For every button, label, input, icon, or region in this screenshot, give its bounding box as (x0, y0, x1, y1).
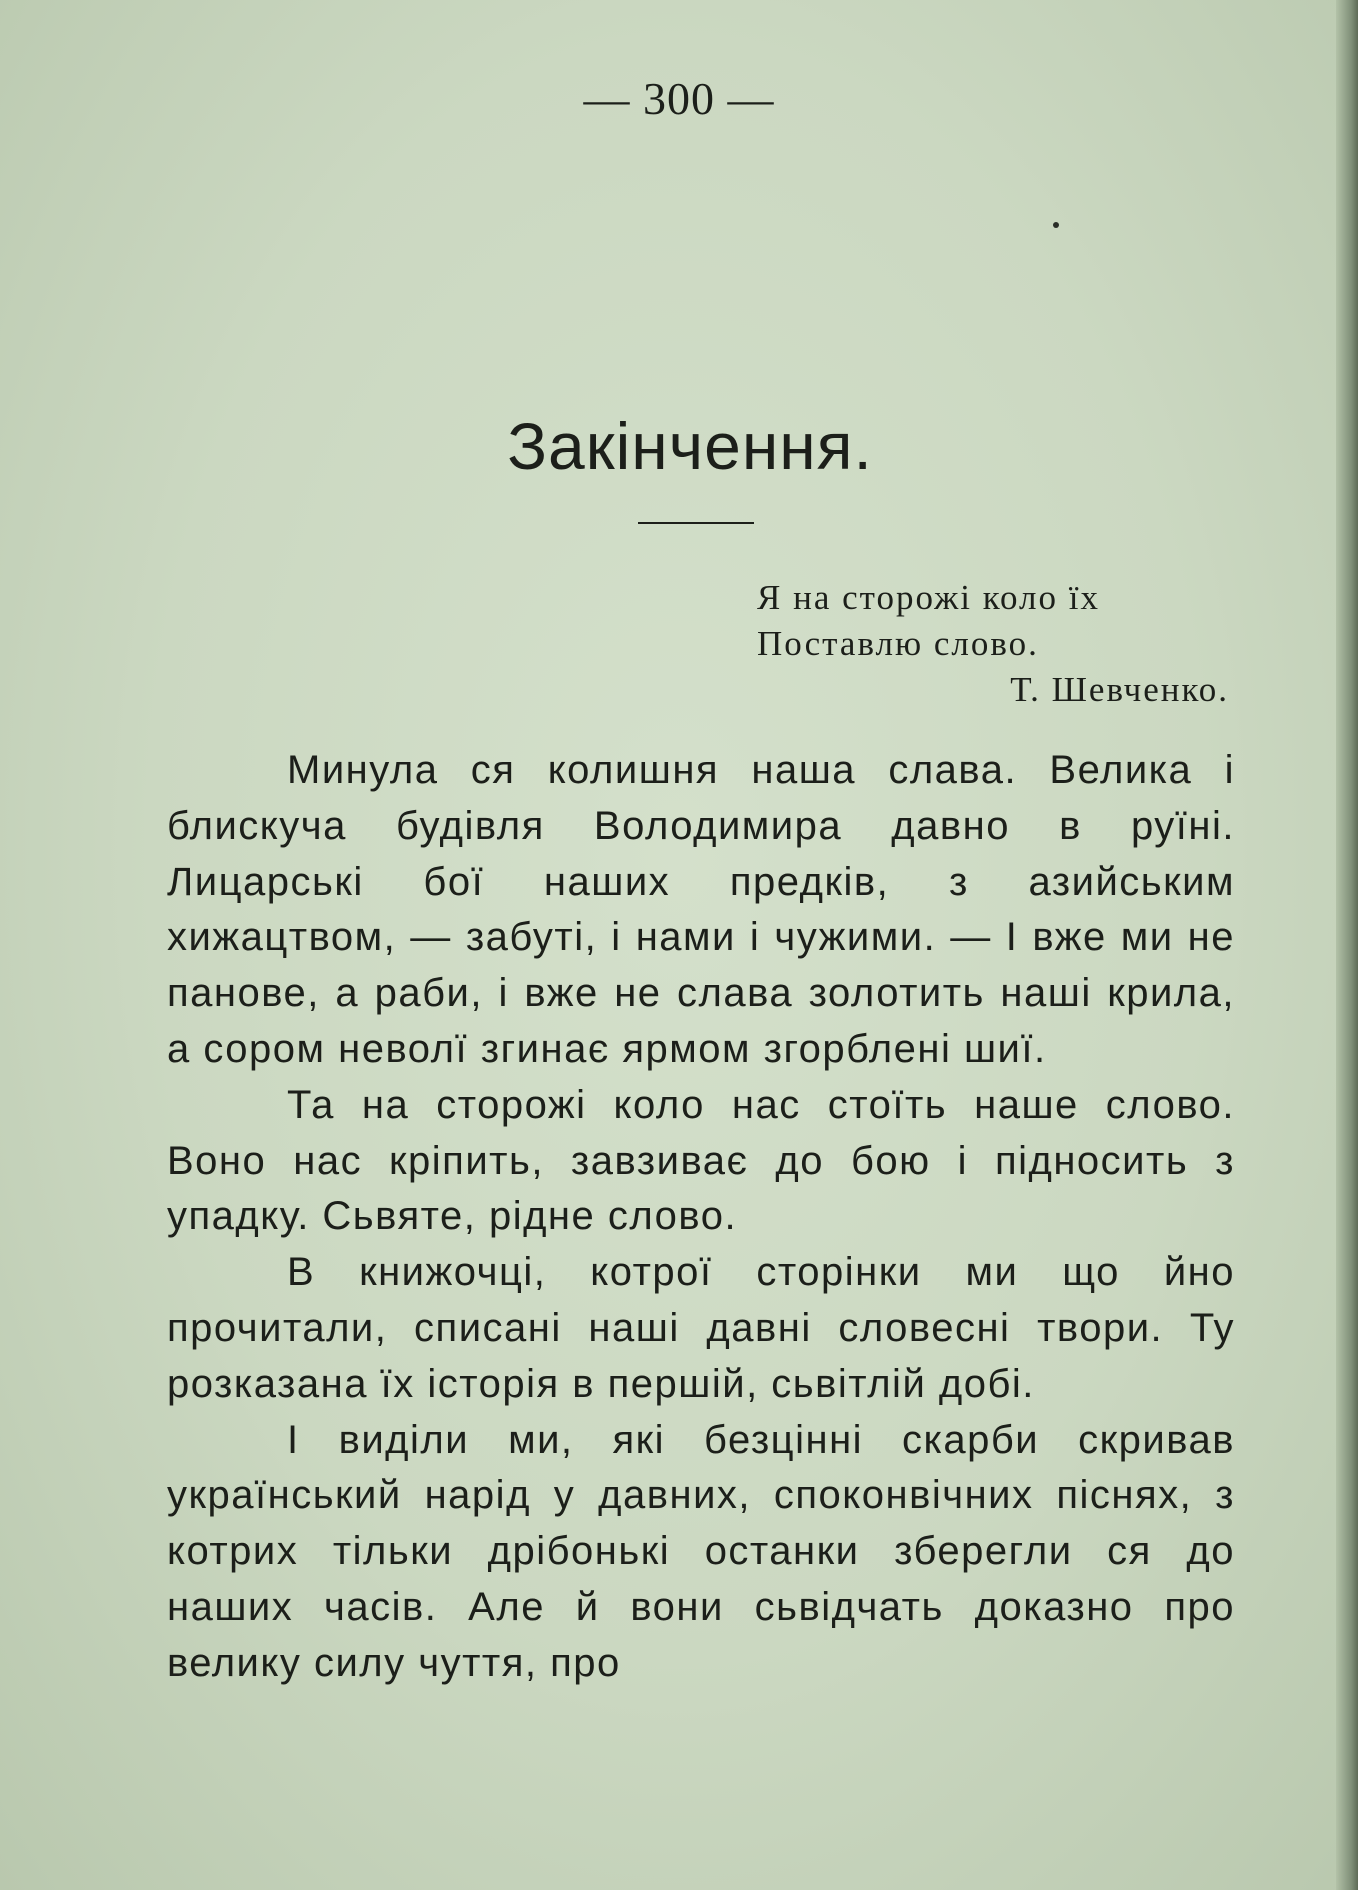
chapter-title: Закінчення. (507, 409, 873, 483)
ink-speck (1053, 222, 1059, 228)
paragraph: Та на сторожі коло нас стоїть наше слово. Воно нас кріпить, завзиває до бою і підносить з упадку. Сьвяте, рідне слово. (167, 1082, 1235, 1239)
paragraph: І виділи ми, які безцінні скарби скривав український нарід у давних, споконвічних піснях, з котрих тільки дрібонькі останки зберегли ся до наших часів. Але й вони сьвідчать доказно про велику силу чуття, про (167, 1417, 1235, 1685)
body-text (167, 743, 1235, 1692)
epigraph-author: Т. Шевченко. (1010, 670, 1229, 709)
title-divider (638, 522, 754, 524)
epigraph-line: Поставлю слово. (757, 624, 1039, 663)
paragraph: Минула ся колишня наша слава. Велика і блискуча будівля Володимира давно в руїні. Лицарські бої наших предків, з азийським хижацтвом, — забуті, і нами і чужими. — І вже ми не панове, а раби, і вже не слава золотить наші крила, а сором неволї згинає ярмом згорблені шиї. (167, 748, 1235, 1071)
epigraph (757, 575, 1237, 713)
paragraph: В книжочці, котрої сторінки ми що йно прочитали, списані наші давні словесні твори. Ту розказана їх історія в першій, сьвітлій добі. (167, 1250, 1235, 1406)
page-number: — 300 — (583, 73, 775, 124)
page-edge-shadow (1336, 0, 1358, 1890)
epigraph-line: Я на сторожі коло їх (757, 578, 1100, 617)
